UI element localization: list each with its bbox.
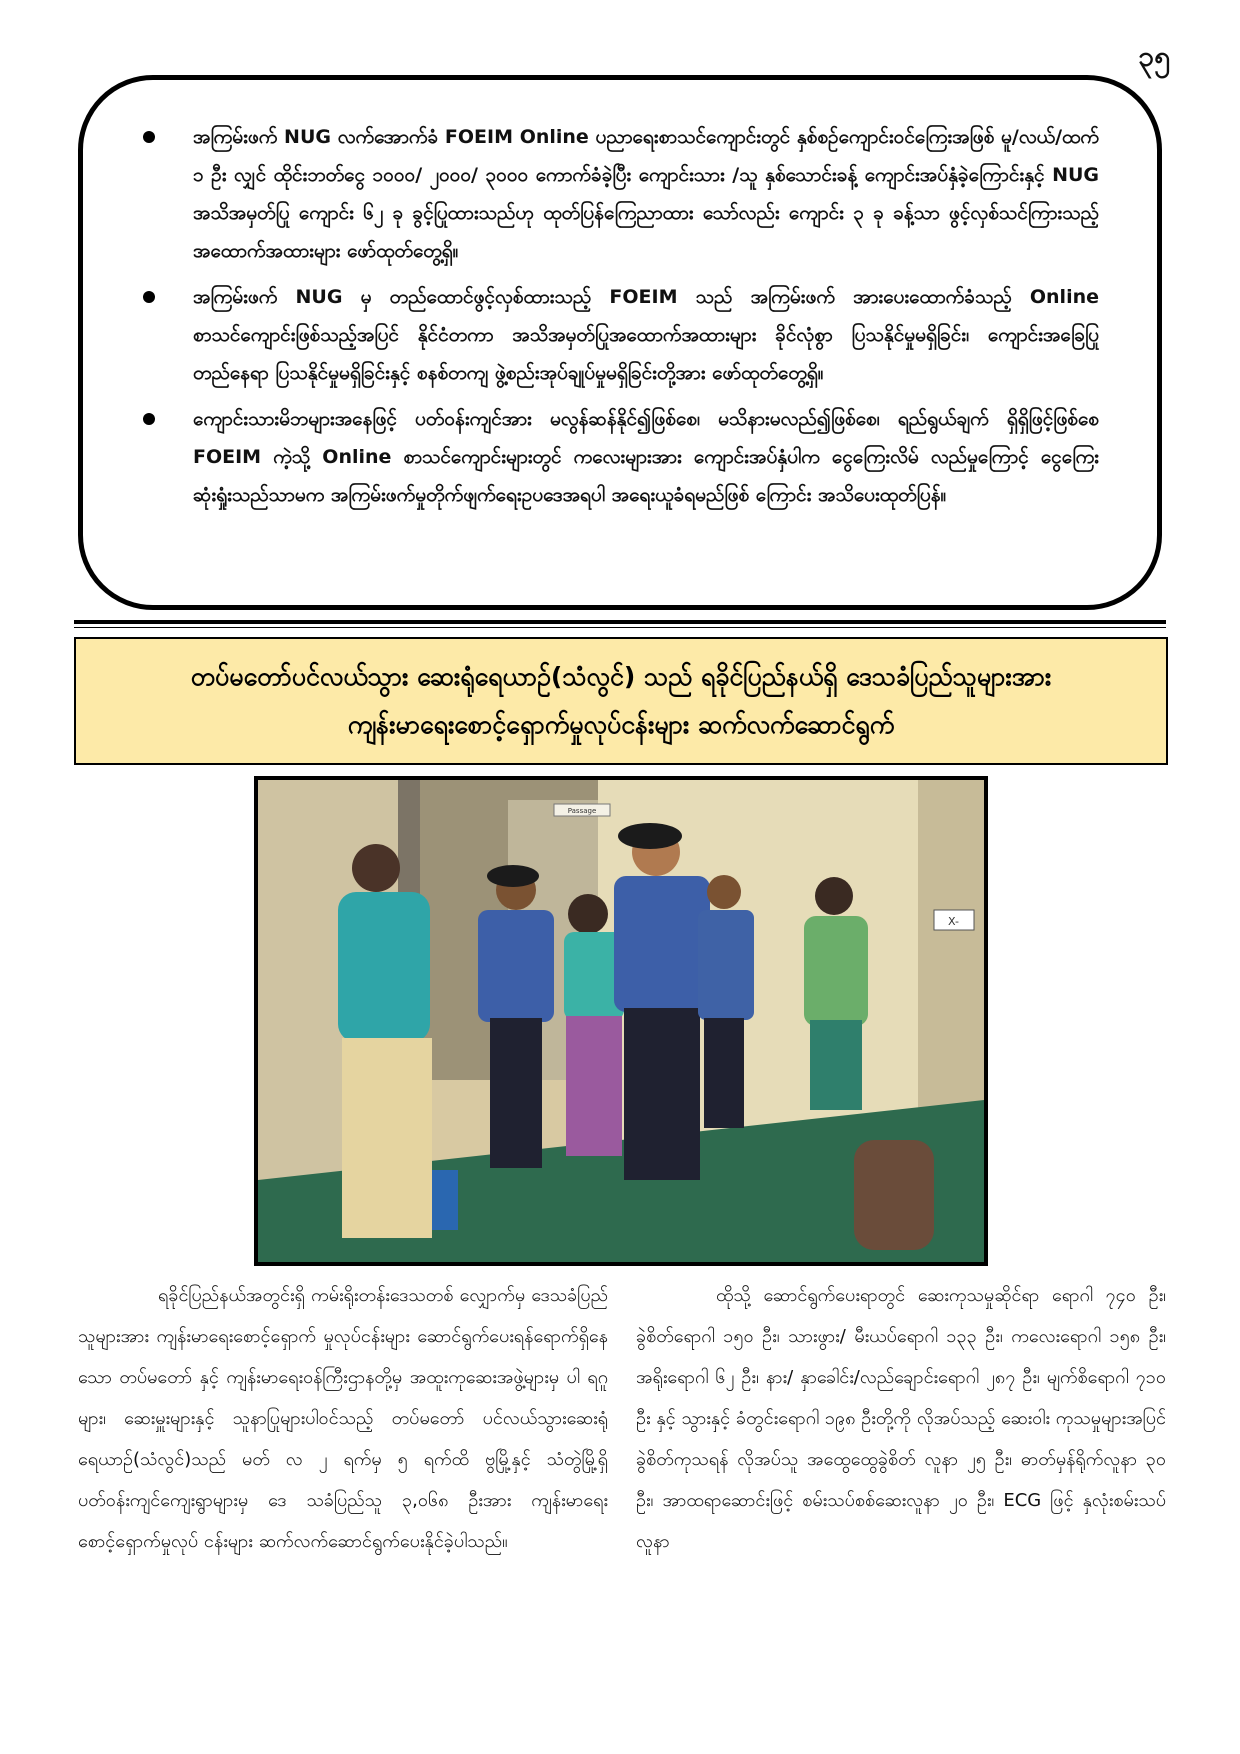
bullet-dot-icon (143, 291, 155, 303)
photo-door-tag: X- (948, 915, 959, 928)
summary-bullet-item (143, 400, 1099, 514)
headline-line-1: တပ်မတော်ပင်လယ်သွား ဆေးရုံရေယာဉ်(သံလွင်) သည် ရခိုင်ပြည်နယ်ရှိ ဒေသခံပြည်သူများအား (190, 662, 1052, 691)
summary-bullet-text: အကြမ်းဖက် NUG လက်အောက်ခံ FOEIM Online ပညာရေးစာသင်ကျောင်းတွင် နှစ်စဉ်ကျောင်းဝင်ကြေးအဖြစ် မူ/လယ်/ထက် ၁ ဦး လျှင် ထိုင်းဘတ်ငွေ ၁၀၀၀/ ၂၀၀၀/ ၃၀၀၀ ကောက်ခံခဲ့ပြီး ကျောင်းသား /သူ နှစ်သောင်းခန့် ကျောင်းအပ်နှံခဲ့ကြောင်းနှင့် NUG အသိအမှတ်ပြု ကျောင်း ၆၂ ခု ခွင့်ပြုထားသည်ဟု ထုတ်ပြန်ကြေညာထား သော်လည်း ကျောင်း ၃ ခု ခန့်သာ ဖွင့်လှစ်သင်ကြားသည့် အထောက်အထားများ ဖော်ထုတ်တွေ့ရှိ။ (193, 126, 1099, 262)
article-paragraph-right: ထိုသို့ ဆောင်ရွက်ပေးရာတွင် ဆေးကုသမှုဆိုင်ရာ ရောဂါ ၇၄၀ ဦး၊ ခွဲစိတ်ရောဂါ ၁၅၀ ဦး၊ သားဖွား/ မီးယပ်ရောဂါ ၁၃၃ ဦး၊ ကလေးရောဂါ ၁၅၈ ဦး၊ အရိုးရောဂါ ၆၂ ဦး၊ နား/ နှာခေါင်း/လည်ချောင်းရောဂါ ၂၈၇ ဦး၊ မျက်စိရောဂါ ၇၁၀ ဦး နှင့် သွားနှင့် ခံတွင်းရောဂါ ၁၉၈ ဦးတို့ကို လိုအပ်သည့် ဆေးဝါး ကုသမှုများအပြင် ခွဲစိတ်ကုသရန် လိုအပ်သူ အထွေထွေခွဲစိတ် လူနာ ၂၅ ဦး၊ ဓာတ်မှန်ရိုက်လူနာ ၃၀ ဦး၊ အာထရာဆောင်းဖြင့် စမ်းသပ်စစ်ဆေးလူနာ ၂၀ ဦး၊ ECG ဖြင့် နှလုံးစမ်းသပ်လူနာ (636, 1285, 1166, 1552)
section-divider-thick (74, 620, 1166, 624)
page-number: ၃၅ (1138, 40, 1170, 73)
article-paragraph-left: ရခိုင်ပြည်နယ်အတွင်းရှိ ကမ်းရိုးတန်းဒေသတစ် လျှောက်မှ ဒေသခံပြည်သူများအား ကျန်းမာရေးစောင့်ရှောက် မှုလုပ်ငန်းများ ဆောင်ရွက်ပေးရန်ရောက်ရှိနေသော တပ်မတော် နှင့် ကျန်းမာရေးဝန်ကြီးဌာနတို့မှ အထူးကုဆေးအဖွဲ့များမှ ပါ ရဂူများ၊ ဆေးမှူးများနှင့် သူနာပြုများပါဝင်သည့် တပ်မတော် ပင်လယ်သွားဆေးရုံရေယာဉ်(သံလွင်)သည် မတ် လ ၂ ရက်မှ ၅ ရက်ထိ ဗွမြို့နှင့် သံတွဲမြို့ရှိ ပတ်ဝန်းကျင်ကျေးရွာများမှ ဒေ သခံပြည်သူ ၃,၀၆၈ ဦးအား ကျန်းမာရေးစောင့်ရှောက်မှုလုပ် ငန်းများ ဆက်လက်ဆောင်ရွက်ပေးနိုင်ခဲ့ပါသည်။ (78, 1285, 608, 1552)
photo-illustration (258, 780, 984, 1262)
article-body-left-column (78, 1275, 608, 1562)
summary-bullet-item (143, 278, 1099, 392)
article-body-right-column (636, 1275, 1166, 1562)
summary-bullet-text: အကြမ်းဖက် NUG မှ တည်ထောင်ဖွင့်လှစ်ထားသည့် FOEIM သည် အကြမ်းဖက် အားပေးထောက်ခံသည့် Online စာသင်ကျောင်းဖြစ်သည့်အပြင် နိုင်ငံတကာ အသိအမှတ်ပြုအထောက်အထားများ ခိုင်လုံစွာ ပြသနိုင်မှုမရှိခြင်း၊ ကျောင်းအခြေပြုတည်နေရာ ပြသနိုင်မှုမရှိခြင်းနှင့် စနစ်တကျ ဖွဲ့စည်းအုပ်ချုပ်မှုမရှိခြင်းတို့အား ဖော်ထုတ်တွေ့ရှိ။ (193, 286, 1099, 384)
article-photo (254, 776, 988, 1266)
bullet-dot-icon (143, 413, 155, 425)
article-headline-box (74, 637, 1168, 765)
summary-bullet-text: ကျောင်းသားမိဘများအနေဖြင့် ပတ်ဝန်းကျင်အား မလွန်ဆန်နိုင်၍ဖြစ်စေ၊ မသိနားမလည်၍ဖြစ်စေ၊ ရည်ရွယ်ချက် ရှိရှိဖြင့်ဖြစ်စေ FOEIM ကဲ့သို့ Online စာသင်ကျောင်းများတွင် ကလေးများအား ကျောင်းအပ်နှံပါက ငွေကြေးလိမ် လည်မှုကြောင့် ငွေကြေးဆုံးရှုံးသည်သာမက အကြမ်းဖက်မှုတိုက်ဖျက်ရေးဥပဒေအရပါ အရေးယူခံရမည်ဖြစ် ကြောင်း အသိပေးထုတ်ပြန်။ (193, 408, 1099, 506)
summary-bullet-item (143, 118, 1099, 270)
headline-line-2: ကျန်းမာရေးစောင့်ရှောက်မှုလုပ်ငန်းများ ဆက်လက်ဆောင်ရွက် (347, 710, 895, 739)
summary-bullet-list (143, 118, 1099, 514)
photo-wall-sign: Passage (567, 807, 597, 815)
summary-box (78, 75, 1162, 610)
bullet-dot-icon (143, 131, 155, 143)
section-divider-thin (74, 627, 1166, 628)
